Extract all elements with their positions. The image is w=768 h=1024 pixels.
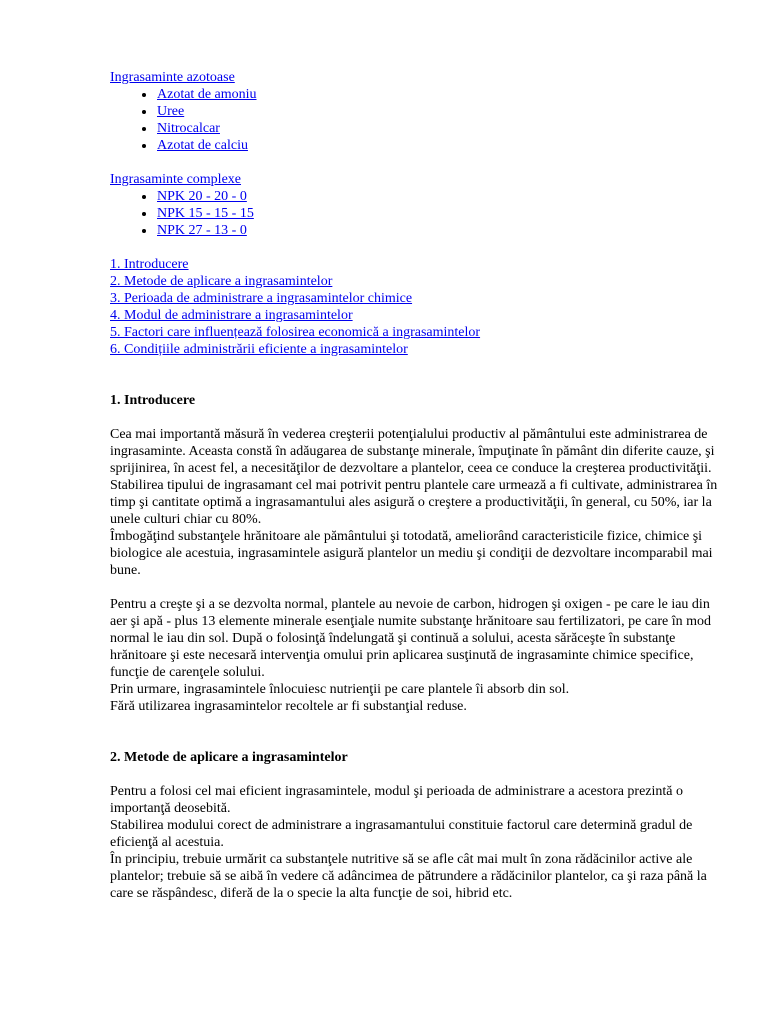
paragraph: Stabilirea tipului de ingrasamant cel mai potrivit pentru plantele care urmează a fi cultivate, administrarea în timp şi cantitate optimă a ingrasamantului ales asigură o creştere a productivităţii, în general, cu 50%, iar la unele culturi chiar cu 80%. <box>110 478 718 527</box>
toc-link-metode-aplicare[interactable]: 2. Metode de aplicare a ingrasamintelor <box>110 274 333 289</box>
paragraph: Fără utilizarea ingrasamintelor recoltele ar fi substanţial reduse. <box>110 699 467 714</box>
product-link[interactable]: Nitrocalcar <box>157 121 220 136</box>
product-link[interactable]: Uree <box>157 104 185 119</box>
list-item <box>156 86 730 103</box>
list-item <box>156 222 730 239</box>
list-item <box>156 137 730 154</box>
section-heading: 2. Metode de aplicare a ingrasamintelor <box>110 750 348 765</box>
group-title-link[interactable]: Ingrasaminte azotoase <box>110 70 235 85</box>
paragraph: Prin urmare, ingrasamintele înlocuiesc nutrienţii pe care plantele îi absorb din sol. <box>110 682 570 697</box>
toc-link-conditii[interactable]: 6. Condițiile administrării eficiente a ingrasamintelor <box>110 342 408 357</box>
document-content <box>110 69 730 902</box>
product-link[interactable]: Azotat de calciu <box>157 138 248 153</box>
paragraph: Pentru a creşte şi a se dezvolta normal, plantele au nevoie de carbon, hidrogen şi oxigen - pe care le iau din aer şi apă - plus 13 elemente minerale esenţiale numite substanţe hrănitoare sau fertilizatori, pe care în mod normal le iau din sol. După o folosinţă îndelungată şi continuă a solului, acesta sărăceşte în substanţe hrănitoare şi este necesară intervenţia omului prin aplicarea susţinută de ingrasaminte chimice specifice, funcţie de carenţele solului. <box>110 597 711 680</box>
toc-link-factori[interactable]: 5. Factori care influențează folosirea economică a ingrasamintelor <box>110 325 481 340</box>
product-link[interactable]: NPK 27 - 13 - 0 <box>157 223 247 238</box>
section-metode-aplicare <box>110 749 730 902</box>
list-item <box>156 188 730 205</box>
table-of-contents <box>110 256 730 358</box>
section-heading: 1. Introducere <box>110 393 196 408</box>
paragraph: În principiu, trebuie urmărit ca substanţele nutritive să se afle cât mai mult în zona rădăcinilor active ale plantelor; trebuie să se aibă în vedere că adâncimea de pătrundere a rădăcinilor plantelor, ca şi raza până la care se răspândesc, diferă de la o specie la alta funcţie de soi, hibrid etc. <box>110 852 707 901</box>
product-link[interactable]: NPK 20 - 20 - 0 <box>157 189 247 204</box>
paragraph: Pentru a folosi cel mai eficient ingrasamintele, modul şi perioada de administrare a acestora prezintă o importanţă deosebită. <box>110 784 684 816</box>
toc-link-introducere[interactable]: 1. Introducere <box>110 257 189 272</box>
section-introducere <box>110 392 730 715</box>
paragraph: Cea mai importantă măsură în vederea creşterii potenţialului productiv al pământului este administrarea de ingrasaminte. Aceasta constă în adăugarea de substanţe minerale, împuţinate în pământ din diferite cauze, şi sprijinirea, în acest fel, a necesităţilor de dezvoltare a plantelor, ceea ce conduce la creşterea productivităţii. <box>110 427 715 476</box>
product-link[interactable]: Azotat de amoniu <box>157 87 257 102</box>
list-item <box>156 103 730 120</box>
product-list <box>110 86 730 154</box>
product-list <box>110 188 730 239</box>
paragraph: Îmbogăţind substanţele hrănitoare ale pământului şi totodată, ameliorând caracteristicile fizice, chimice şi biologice ale acestuia, ingrasamintele asigură plantelor un mediu şi condiţii de dezvoltare incomparabil mai bune. <box>110 529 713 578</box>
product-link[interactable]: NPK 15 - 15 - 15 <box>157 206 254 221</box>
toc-link-perioada-administrare[interactable]: 3. Perioada de administrare a ingrasamintelor chimice <box>110 291 413 306</box>
fertilizer-group-nitrogen <box>110 69 730 154</box>
list-item <box>156 205 730 222</box>
list-item <box>156 120 730 137</box>
paragraph: Stabilirea modului corect de administrare a ingrasamantului constituie factorul care determină gradul de eficienţă al acestuia. <box>110 818 693 850</box>
fertilizer-group-complex <box>110 171 730 239</box>
toc-link-modul-administrare[interactable]: 4. Modul de administrare a ingrasamintelor <box>110 308 353 323</box>
group-title-link[interactable]: Ingrasaminte complexe <box>110 172 242 187</box>
